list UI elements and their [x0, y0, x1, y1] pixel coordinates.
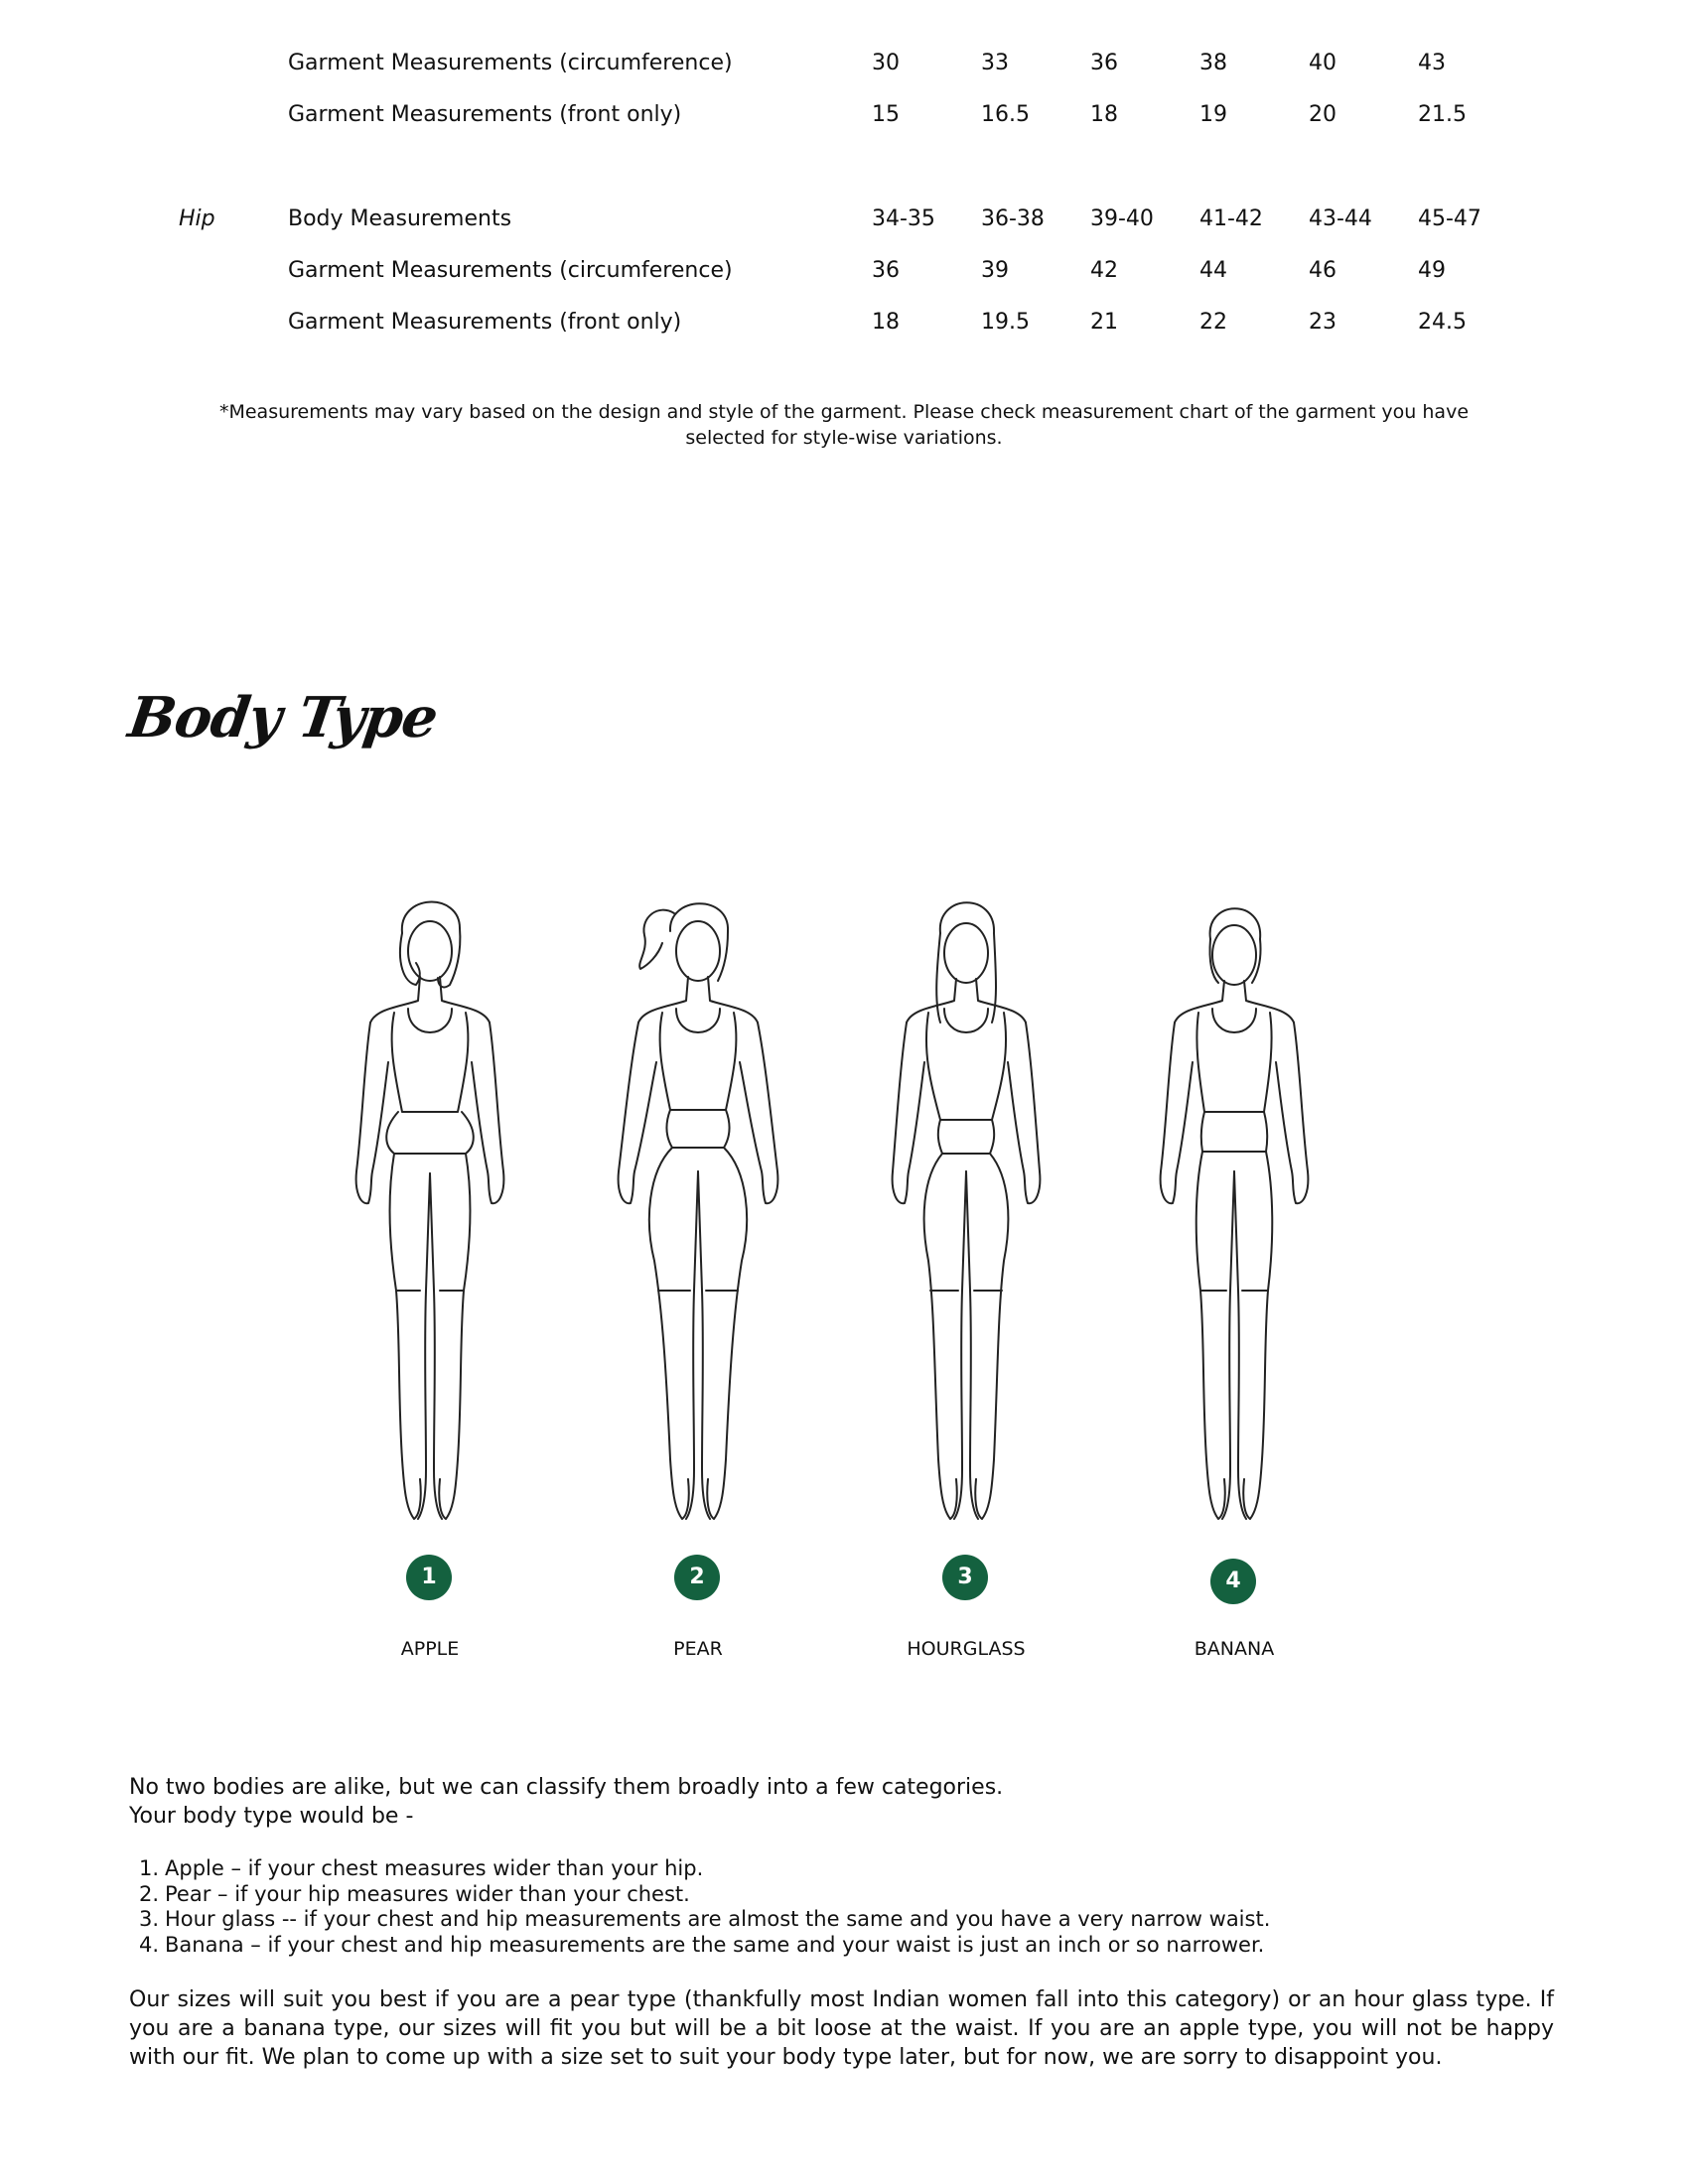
cell: 40 [1309, 51, 1336, 75]
list-number: 2. [138, 1881, 159, 1906]
figure-apple [311, 874, 549, 1688]
cell: 30 [872, 51, 900, 75]
woman-outline-icon [847, 874, 1085, 1549]
list-text: Banana – if your chest and hip measurements are the same and your waist is just an inch or so narrower. [165, 1932, 1265, 1957]
figure-number-badge: 1 [406, 1555, 452, 1600]
cell: 18 [872, 310, 900, 335]
list-text: Hour glass -- if your chest and hip measurements are almost the same and you have a very narrow waist. [165, 1907, 1271, 1931]
cell: 49 [1418, 258, 1446, 283]
figure-number-badge: 2 [674, 1555, 720, 1600]
row-label: Garment Measurements (circumference) [288, 258, 733, 283]
cell: 33 [981, 51, 1009, 75]
row-category: Hip [179, 206, 215, 231]
woman-outline-icon [311, 874, 549, 1549]
cell: 15 [872, 102, 900, 127]
list-item [129, 1907, 1554, 1933]
cell: 18 [1090, 102, 1118, 127]
woman-outline-icon [579, 874, 817, 1549]
figure-hourglass [847, 874, 1085, 1688]
cell: 34-35 [872, 206, 935, 231]
figure-label: HOURGLASS [907, 1638, 1026, 1660]
figure-pear [579, 874, 817, 1688]
row-label: Garment Measurements (front only) [288, 102, 682, 127]
cell: 38 [1199, 51, 1227, 75]
cell: 16.5 [981, 102, 1030, 127]
cell: 23 [1309, 310, 1336, 335]
figure-banana [1115, 874, 1353, 1688]
row-label: Body Measurements [288, 206, 512, 231]
list-text: Apple – if your chest measures wider than your hip. [165, 1856, 704, 1880]
cell: 43 [1418, 51, 1446, 75]
row-label: Garment Measurements (circumference) [288, 51, 733, 75]
body-type-list [129, 1856, 1554, 1958]
section-heading: Body Type [124, 685, 442, 751]
list-number: 1. [138, 1856, 159, 1880]
row-label: Garment Measurements (front only) [288, 310, 682, 335]
figure-number-badge: 3 [942, 1555, 988, 1600]
figure-label: BANANA [1194, 1638, 1275, 1660]
intro-line: No two bodies are alike, but we can classify them broadly into a few categories. [129, 1775, 1004, 1800]
table-row [0, 251, 1688, 291]
cell: 21 [1090, 310, 1118, 335]
cell: 39 [981, 258, 1009, 283]
table-row [0, 200, 1688, 239]
list-item [129, 1933, 1554, 1959]
cell: 21.5 [1418, 102, 1467, 127]
figure-label: APPLE [400, 1638, 460, 1660]
list-number: 4. [138, 1932, 159, 1957]
woman-outline-icon [1115, 874, 1353, 1549]
cell: 43-44 [1309, 206, 1372, 231]
cell: 36 [872, 258, 900, 283]
measurement-footnote: *Measurements may vary based on the design and style of the garment. Please check measurement chart of the garment you have selected for style-wise variations. [218, 401, 1470, 449]
list-item [129, 1882, 1554, 1908]
cell: 46 [1309, 258, 1336, 283]
cell: 39-40 [1090, 206, 1154, 231]
cell: 22 [1199, 310, 1227, 335]
cell: 41-42 [1199, 206, 1263, 231]
cell: 24.5 [1418, 310, 1467, 335]
table-row [0, 44, 1688, 83]
list-number: 3. [138, 1907, 159, 1931]
cell: 45-47 [1418, 206, 1481, 231]
list-item [129, 1856, 1554, 1882]
body-type-figures [0, 874, 1688, 1688]
table-row [0, 95, 1688, 135]
cell: 19.5 [981, 310, 1030, 335]
table-row [0, 303, 1688, 342]
list-text: Pear – if your hip measures wider than your chest. [165, 1881, 690, 1906]
cell: 42 [1090, 258, 1118, 283]
closing-paragraph: Our sizes will suit you best if you are a pear type (thankfully most Indian women fall into this category) or an hour glass type. If you are a banana type, our sizes will fit you but will be a bit loose at the waist. If you are an apple type, you will not be happy with our fit. We plan to come up with a size set to suit your body type later, but for now, we are sorry to disappoint you. [129, 1987, 1554, 2070]
cell: 19 [1199, 102, 1227, 127]
cell: 36 [1090, 51, 1118, 75]
figure-label: PEAR [673, 1638, 723, 1660]
cell: 20 [1309, 102, 1336, 127]
figure-number-badge: 4 [1210, 1559, 1256, 1604]
intro-paragraph [129, 1773, 1554, 1831]
intro-line: Your body type would be - [129, 1804, 414, 1829]
cell: 44 [1199, 258, 1227, 283]
cell: 36-38 [981, 206, 1045, 231]
